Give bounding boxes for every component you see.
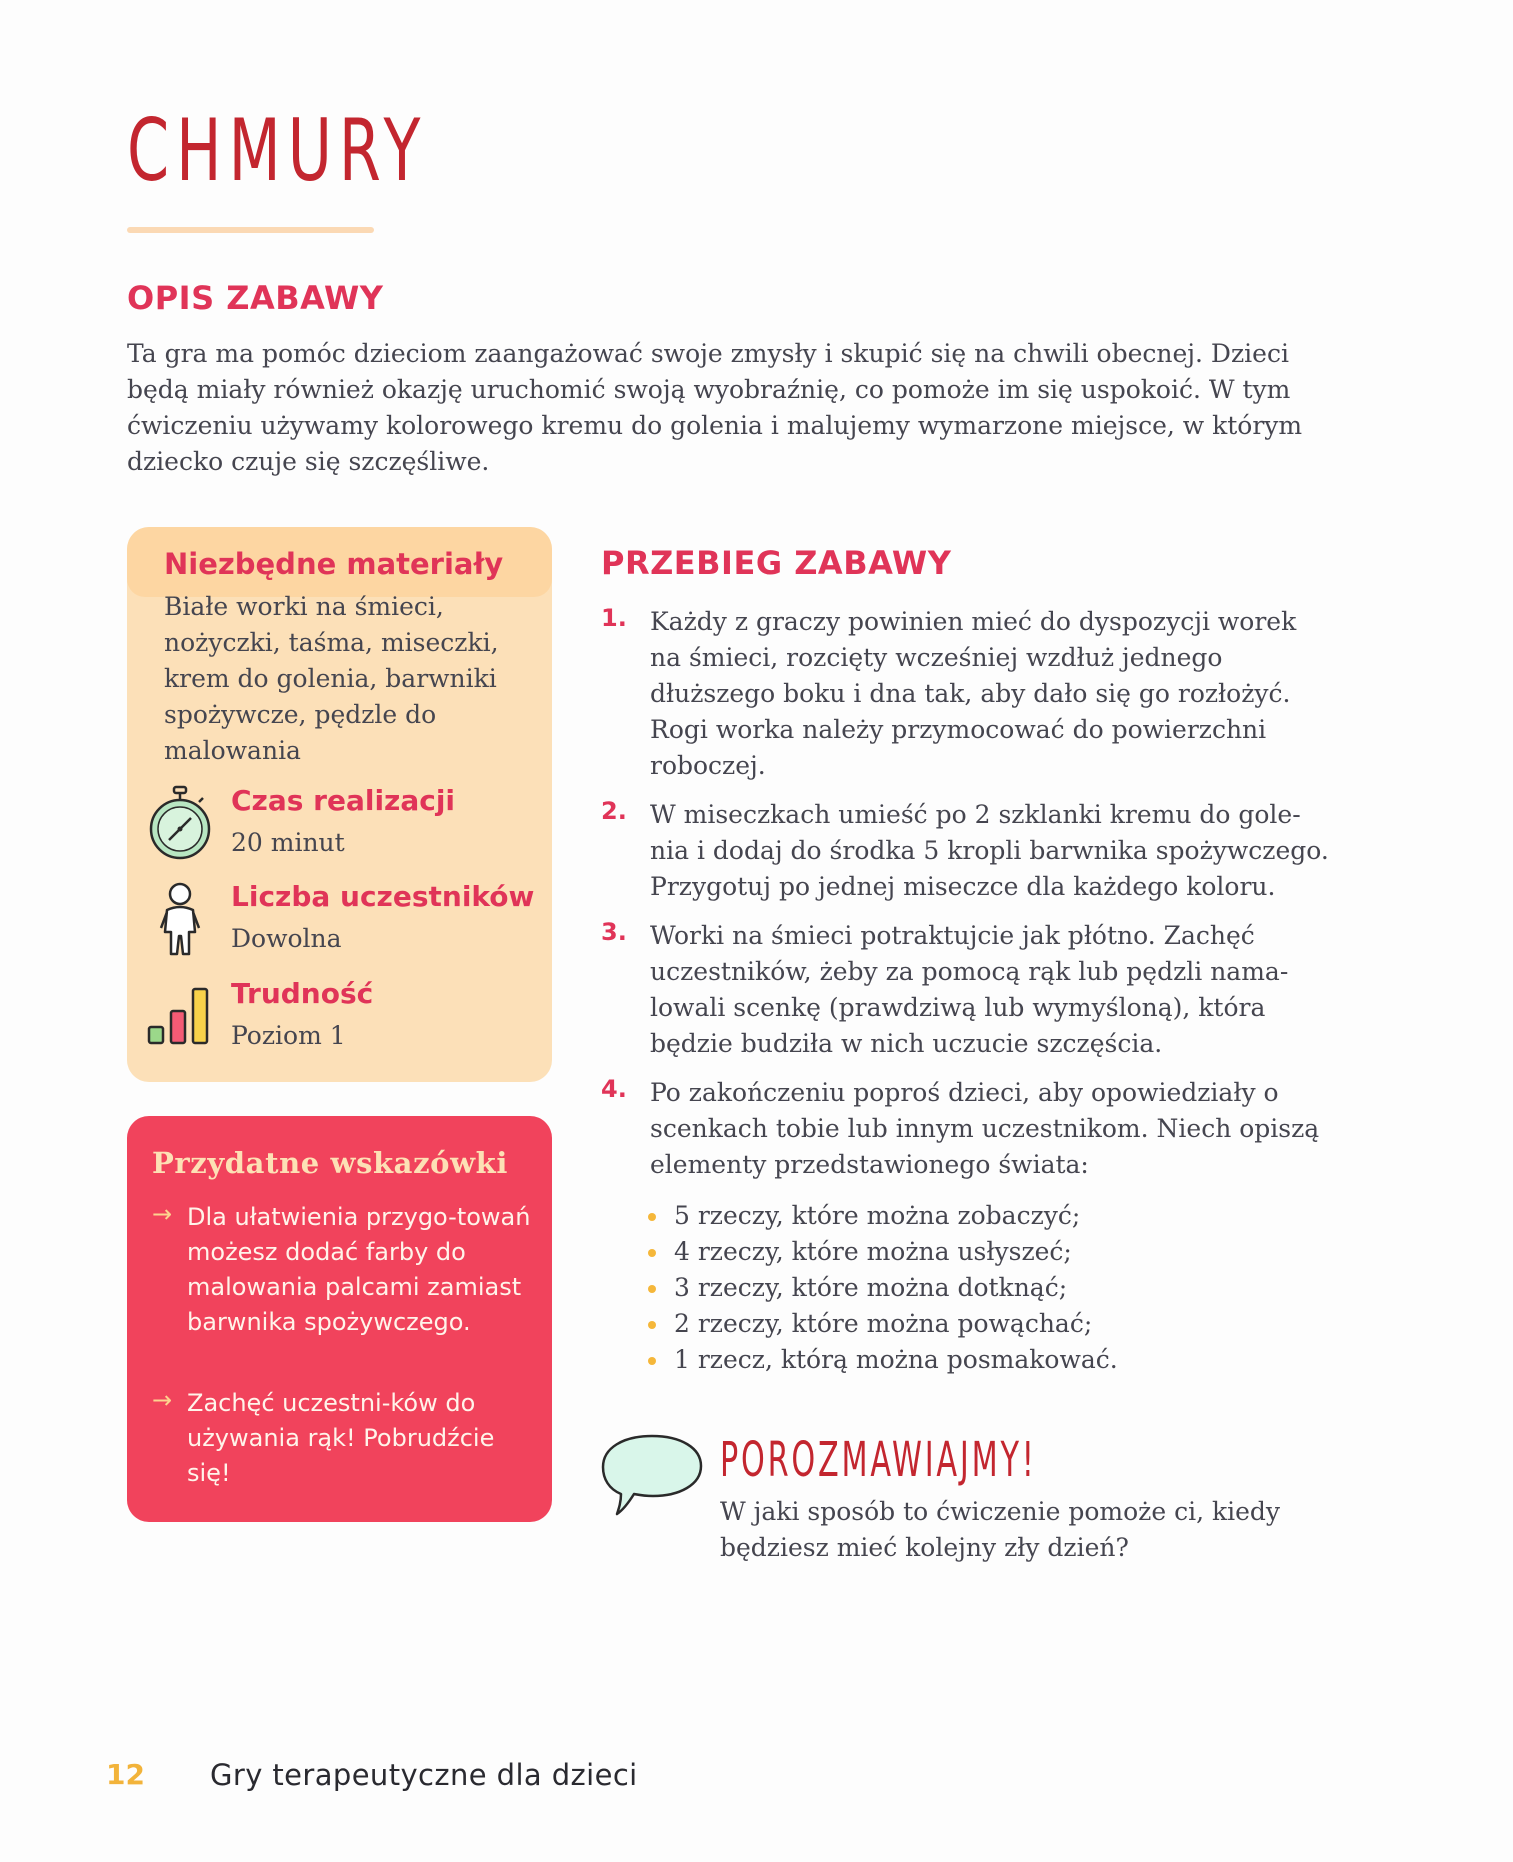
materials-card-header	[127, 527, 552, 597]
step-text: W miseczkach umieść po 2 szklanki kremu do gole-nia i dodaj do środka 5 kropli barwnika spożywczego. Przygotuj po jednej miseczce dla każdego koloru.	[650, 800, 1329, 901]
info-participants	[127, 880, 552, 970]
speech-bubble-icon	[599, 1432, 705, 1518]
discuss-heading: POROZMAWIAJMY!	[720, 1432, 1037, 1488]
tips-card	[127, 1116, 552, 1522]
tip-text: Dla ułatwienia przygo-towań możesz dodać farby do malowania palcami zamiast barwnika spożywczego.	[187, 1203, 531, 1336]
stopwatch-icon	[147, 784, 213, 864]
info-difficulty	[127, 977, 552, 1067]
page-title: CHMURY	[127, 101, 428, 201]
time-value: 20 minut	[231, 828, 345, 857]
bullet-dot	[648, 1357, 656, 1365]
list-item: 4 rzeczy, które można usłyszeć;	[648, 1234, 1118, 1270]
arrow-right-icon: →	[152, 1200, 173, 1228]
step-number: 2.	[601, 797, 627, 825]
arrow-right-icon: →	[152, 1386, 173, 1414]
page-number: 12	[106, 1758, 145, 1791]
title-underline	[127, 227, 374, 233]
description-text: Ta gra ma pomóc dzieciom zaangażować swoje zmysły i skupić się na chwili obecnej. Dzieci będą miały również okazję uruchomić swoją wyobraźnię, co pomoże im się uspokoić. W tym ćwiczeniu używamy kolorowego kremu do golenia i malujemy wymarzone miejsce, w którym dziecko czuje się szczęśliwe.	[127, 339, 1303, 476]
list-item: 5 rzeczy, które można zobaczyć;	[648, 1198, 1118, 1234]
participants-label: Liczba uczestników	[231, 880, 535, 913]
step-text: Worki na śmieci potraktujcie jak płótno. Zachęć uczestników, żeby za pomocą rąk lub pędzli nama-lowali scenkę (prawdziwą lub wymyśloną), która będzie budziła w nich uczucie szczęścia.	[650, 921, 1289, 1058]
materials-heading: Niezbędne materiały	[164, 547, 504, 581]
step-number: 3.	[601, 918, 627, 946]
time-label: Czas realizacji	[231, 784, 456, 817]
list-item: 2 rzeczy, które można powąchać;	[648, 1306, 1118, 1342]
materials-text: Białe worki na śmieci, nożyczki, taśma, miseczki, krem do golenia, barwniki spożywcze, pędzle do malowania	[164, 592, 499, 765]
difficulty-value: Poziom 1	[231, 1021, 346, 1050]
info-time	[127, 784, 552, 874]
difficulty-bars-icon	[147, 977, 213, 1057]
person-icon	[147, 880, 213, 960]
step-number: 4.	[601, 1075, 627, 1103]
materials-card	[127, 527, 552, 1082]
discuss-question: W jaki sposób to ćwiczenie pomoże ci, kiedy będziesz mieć kolejny zły dzień?	[720, 1497, 1281, 1562]
difficulty-label: Trudność	[231, 977, 374, 1010]
book-title: Gry terapeutyczne dla dzieci	[210, 1758, 638, 1792]
participants-value: Dowolna	[231, 924, 342, 953]
step-number: 1.	[601, 604, 627, 632]
senses-list	[648, 1198, 1118, 1378]
description-heading: OPIS ZABAWY	[127, 279, 384, 317]
steps-heading: PRZEBIEG ZABAWY	[601, 544, 952, 582]
bullet-dot	[648, 1285, 656, 1293]
list-item: 1 rzecz, którą można posmakować.	[648, 1342, 1118, 1378]
bullet-dot	[648, 1249, 656, 1257]
tip-text: Zachęć uczestni-ków do używania rąk! Pobrudźcie się!	[187, 1389, 495, 1487]
step-text: Po zakończeniu poproś dzieci, aby opowiedziały o scenkach tobie lub innym uczestnikom. Niech opiszą elementy przedstawionego świata:	[650, 1078, 1320, 1179]
bullet-dot	[648, 1213, 656, 1221]
list-item: 3 rzeczy, które można dotknąć;	[648, 1270, 1118, 1306]
step-text: Każdy z graczy powinien mieć do dyspozycji worek na śmieci, rozcięty wcześniej wzdłuż jednego dłuższego boku i dna tak, aby dało się go rozłożyć. Rogi worka należy przymocować do powierzchni roboczej.	[650, 607, 1297, 780]
bullet-dot	[648, 1321, 656, 1329]
tips-heading: Przydatne wskazówki	[152, 1146, 508, 1180]
